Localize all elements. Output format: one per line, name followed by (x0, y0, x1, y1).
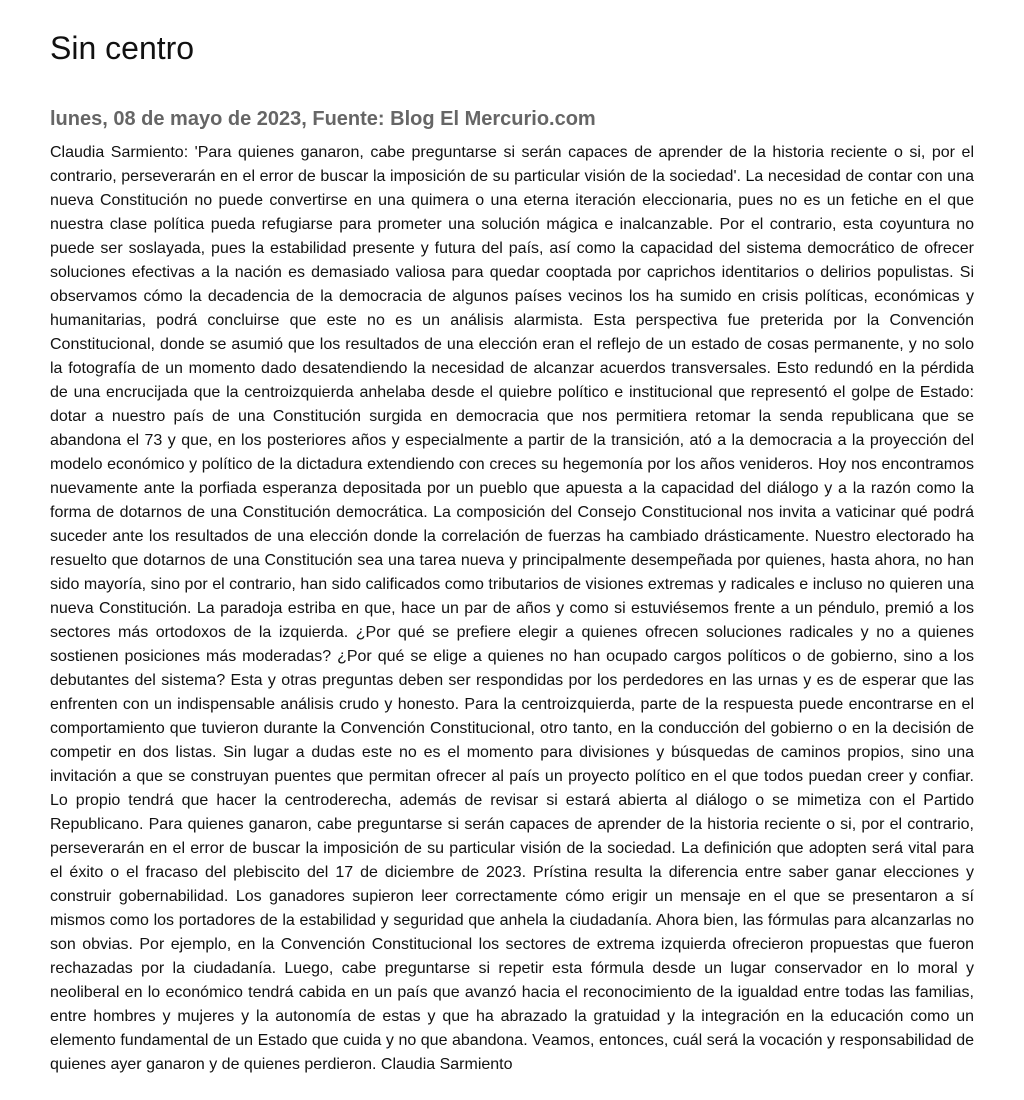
article-body: Claudia Sarmiento: 'Para quienes ganaron, cabe preguntarse si serán capaces de aprender de la historia reciente o si, por el contrario, perseverarán en el error de buscar la imposición de su particular visión de la sociedad'. La necesidad de contar con una nueva Constitución no puede convertirse en una quimera o una eterna iteración eleccionaria, pues no es un fetiche en el que nuestra clase política pueda refugiarse para prometer una solución mágica e inalcanzable. Por el contrario, esta coyuntura no puede ser soslayada, pues la estabilidad presente y futura del país, así como la capacidad del sistema democrático de ofrecer soluciones efectivas a la nación es demasiado valiosa para quedar cooptada por caprichos identitarios o delirios populistas. Si observamos cómo la decadencia de la democracia de algunos países vecinos los ha sumido en crisis políticas, económicas y humanitarias, podrá concluirse que este no es un análisis alarmista. Esta perspectiva fue preterida por la Convención Constitucional, donde se asumió que los resultados de una elección eran el reflejo de un estado de cosas permanente, y no solo la fotografía de un momento dado desatendiendo la necesidad de alcanzar acuerdos transversales. Esto redundó en la pérdida de una encrucijada que la centroizquierda anhelaba desde el quiebre político e institucional que representó el golpe de Estado: dotar a nuestro país de una Constitución surgida en democracia que nos permitiera retomar la senda republicana que se abandona el 73 y que, en los posteriores años y especialmente a partir de la transición, ató a la democracia a la proyección del modelo económico y político de la dictadura extendiendo con creces su hegemonía por los años venideros. Hoy nos encontramos nuevamente ante la porfiada esperanza depositada por un pueblo que apuesta a la capacidad del diálogo y a la razón como la forma de dotarnos de una Constitución democrática. La composición del Consejo Constitucional nos invita a vaticinar qué podrá suceder ante los resultados de una elección donde la correlación de fuerzas ha cambiado drásticamente. Nuestro electorado ha resuelto que dotarnos de una Constitución sea una tarea nueva y principalmente desempeñada por quienes, hasta ahora, no han sido mayoría, sino por el contrario, han sido calificados como tributarios de visiones extremas y radicales e incluso no quieren una nueva Constitución. La paradoja estriba en que, hace un par de años y como si estuviésemos frente a un péndulo, premió a los sectores más ortodoxos de la izquierda. ¿Por qué se prefiere elegir a quienes ofrecen soluciones radicales y no a quienes sostienen posiciones más moderadas? ¿Por qué se elige a quienes no han ocupado cargos políticos o de gobierno, sino a los debutantes del sistema? Esta y otras preguntas deben ser respondidas por los perdedores en las urnas y es de esperar que las enfrenten con un indispensable análisis crudo y honesto. Para la centroizquierda, parte de la respuesta puede encontrarse en el comportamiento que tuvieron durante la Convención Constitucional, otro tanto, en la conducción del gobierno o en la decisión de competir en dos listas. Sin lugar a dudas este no es el momento para divisiones y búsquedas de caminos propios, sino una invitación a que se construyan puentes que permitan ofrecer al país un proyecto político en el que todos puedan creer y confiar. Lo propio tendrá que hacer la centroderecha, además de revisar si estará abierta al diálogo o se mimetiza con el Partido Republicano. Para quienes ganaron, cabe preguntarse si serán capaces de aprender de la historia reciente o si, por el contrario, perseverarán en el error de buscar la imposición de su particular visión de la sociedad. La definición que adopten será vital para el éxito o el fracaso del plebiscito del 17 de diciembre de 2023. Prístina resulta la diferencia entre saber ganar elecciones y construir gobernabilidad. Los ganadores supieron leer correctamente cómo erigir un mensaje en el que se presentaron a sí mismos como los portadores de la estabilidad y seguridad que anhela la ciudadanía. Ahora bien, las fórmulas para alcanzarlas no son obvias. Por ejemplo, en la Convención Constitucional los sectores de extrema izquierda ofrecieron propuestas que fueron rechazadas por la ciudadanía. Luego, cabe preguntarse si repetir esta fórmula desde un lugar conservador en lo moral y neoliberal en lo económico tendrá cabida en un país que avanzó hacia el reconocimiento de la igualdad entre todas las familias, entre hombres y mujeres y la autonomía de estas y que ha abrazado la gratuidad y la integración en la educación como un elemento fundamental de un Estado que cuida y no que abandona. Veamos, entonces, cuál será la vocación y responsabilidad de quienes ayer ganaron y de quienes perdieron. Claudia Sarmiento (50, 144, 974, 1073)
article-dateline: lunes, 08 de mayo de 2023, Fuente: Blog El Mercurio.com (50, 108, 596, 130)
page-title: Sin centro (50, 30, 195, 66)
